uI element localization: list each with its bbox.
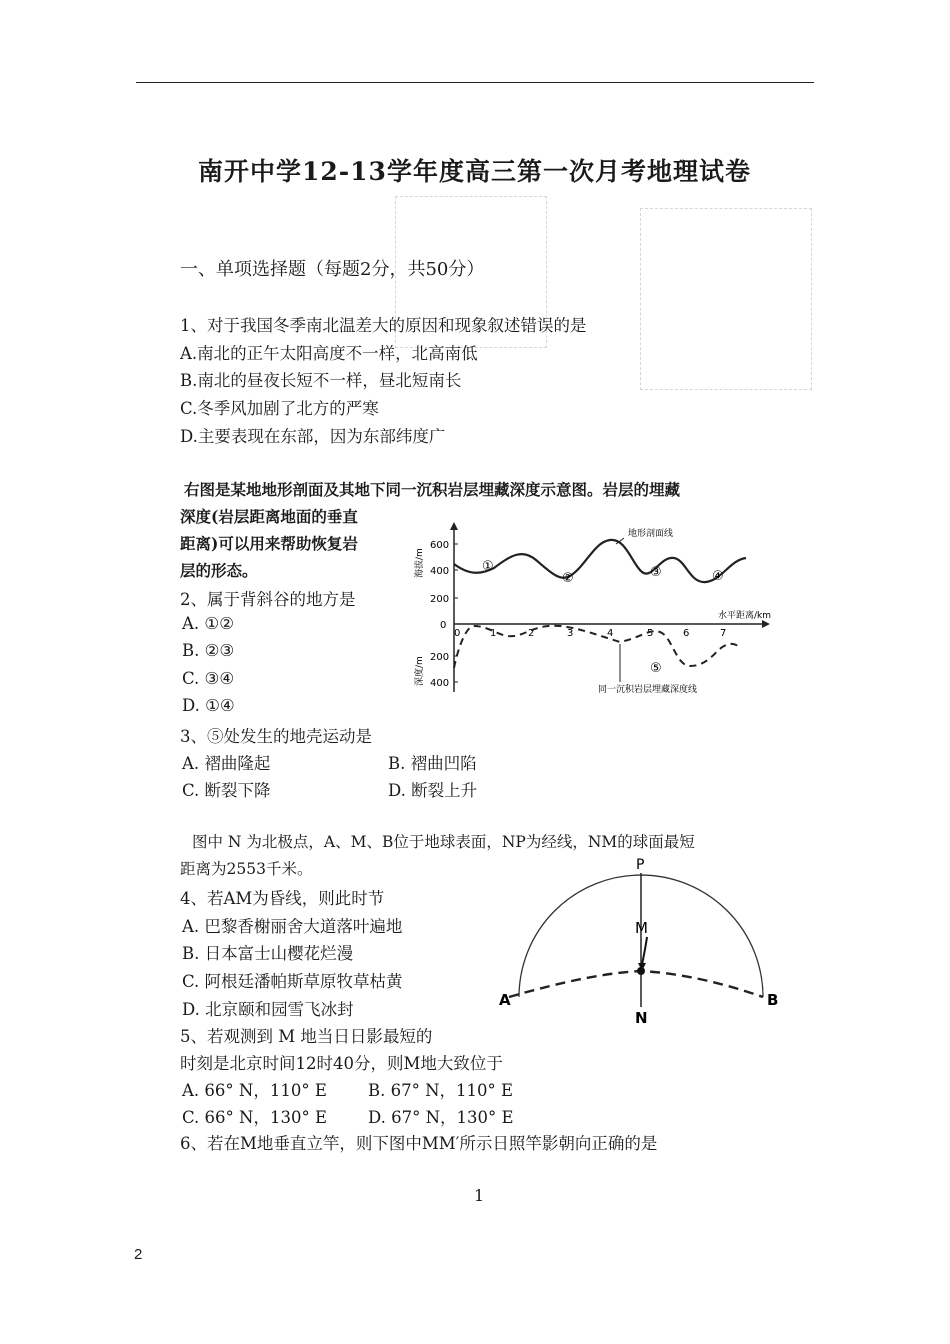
y-axis-title-top: 海拔/m [415, 548, 425, 578]
y-tick: 200 [430, 652, 450, 663]
question-3-stem: 3、⑤处发生的地壳运动是 [180, 727, 372, 746]
question-1-option-b: B.南北的昼夜长短不一样，昼北短南长 [180, 371, 462, 390]
y-tick: 600 [430, 540, 450, 551]
x-axis-title: 水平距离/km [718, 611, 772, 621]
x-tick: 0 [454, 628, 461, 639]
terrain-profile-figure [410, 520, 780, 730]
question-5-option-b: B. 67° N，110° E [368, 1081, 514, 1100]
passage-1-line-1: 右图是某地地形剖面及其地下同一沉积岩层埋藏深度示意图。岩层的埋藏 [184, 480, 681, 499]
question-1-stem: 1、对于我国冬季南北温差大的原因和现象叙述错误的是 [180, 316, 587, 335]
passage-1-line-3: 距离)可以用来帮助恢复岩 [180, 534, 358, 553]
passage-2-line-1: 图中 N 为北极点，A、M、B位于地球表面，NP为经线，NM的球面最短 [192, 833, 695, 851]
x-tick: 5 [647, 628, 654, 639]
y-tick: 400 [430, 678, 450, 689]
question-5-option-d: D. 67° N，130° E [368, 1108, 514, 1127]
terminator-curve [509, 971, 763, 997]
question-4-option-d: D. 北京颐和园雪飞冰封 [182, 1000, 354, 1019]
label-m: M [635, 919, 648, 937]
terrain-profile-line [454, 540, 746, 582]
question-5-option-a: A. 66° N，110° E [182, 1081, 327, 1100]
y-tick: 400 [430, 566, 450, 577]
y-axis-title-bottom: 深度/m [415, 656, 425, 686]
passage-1-line-2: 深度(岩层距离地面的垂直 [180, 507, 358, 526]
y-tick: 200 [430, 594, 450, 605]
x-tick: 7 [720, 628, 727, 639]
marker-2: ② [562, 571, 574, 586]
question-1-option-d: D.主要表现在东部，因为东部纬度广 [180, 427, 446, 446]
question-3-option-a: A. 褶曲隆起 [182, 754, 271, 773]
passage-1-line-4: 层的形态。 [180, 561, 258, 580]
question-2-option-b: B. ②③ [182, 641, 235, 660]
scan-artifact-box [640, 208, 812, 390]
x-tick: 3 [567, 628, 574, 639]
section-heading: 一、单项选择题（每题2分，共50分） [180, 259, 485, 280]
header-rule [136, 82, 814, 83]
rock-layer-depth-line [454, 626, 740, 668]
question-1-option-c: C.冬季风加剧了北方的严寒 [180, 399, 379, 418]
question-2-option-d: D. ①④ [182, 696, 235, 715]
marker-5: ⑤ [650, 661, 662, 676]
question-4-option-a: A. 巴黎香榭丽舍大道落叶遍地 [182, 917, 403, 936]
y-tick: 0 [440, 620, 447, 631]
x-tick: 6 [683, 628, 690, 639]
question-1-option-a: A.南北的正午太阳高度不一样，北高南低 [180, 344, 478, 363]
label-a: A [499, 991, 511, 1009]
marker-4: ④ [712, 569, 724, 584]
question-3-option-d: D. 断裂上升 [388, 781, 478, 800]
question-2-option-a: A. ①② [182, 614, 234, 633]
page-number: 2 [134, 1246, 143, 1263]
question-2-option-c: C. ③④ [182, 669, 235, 688]
x-tick: 4 [607, 628, 614, 639]
rock-layer-label: 同一沉积岩层埋藏深度线 [598, 685, 698, 695]
question-2-stem: 2、属于背斜谷的地方是 [180, 590, 356, 609]
marker-3: ③ [650, 565, 662, 580]
question-6-stem: 6、若在M地垂直立竿，则下图中MM′所示日照竿影朝向正确的是 [180, 1134, 658, 1153]
scan-page-number: 1 [474, 1186, 485, 1205]
label-n: N [635, 1009, 648, 1025]
question-4-stem: 4、若AM为昏线，则此时节 [180, 889, 385, 908]
x-tick: 2 [528, 628, 535, 639]
question-5-stem-1: 5、若观测到 M 地当日日影最短的 [180, 1027, 433, 1046]
label-b: B [767, 991, 779, 1009]
x-tick: 1 [490, 628, 497, 639]
page-title: 南开中学12-13学年度高三第一次月考地理试卷 [198, 157, 751, 186]
label-p: P [636, 857, 645, 873]
terrain-label: 地形剖面线 [628, 529, 674, 539]
question-5-option-c: C. 66° N，130° E [182, 1108, 327, 1127]
question-3-option-c: C. 断裂下降 [182, 781, 271, 800]
hemisphere-figure [495, 855, 785, 1025]
question-5-stem-2: 时刻是北京时间12时40分，则M地大致位于 [180, 1054, 503, 1073]
question-4-option-b: B. 日本富士山樱花烂漫 [182, 944, 354, 963]
question-4-option-c: C. 阿根廷潘帕斯草原牧草枯黄 [182, 972, 403, 991]
passage-2-line-2: 距离为2553千米。 [180, 860, 313, 878]
question-3-option-b: B. 褶曲凹陷 [388, 754, 477, 773]
marker-1: ① [482, 559, 494, 574]
